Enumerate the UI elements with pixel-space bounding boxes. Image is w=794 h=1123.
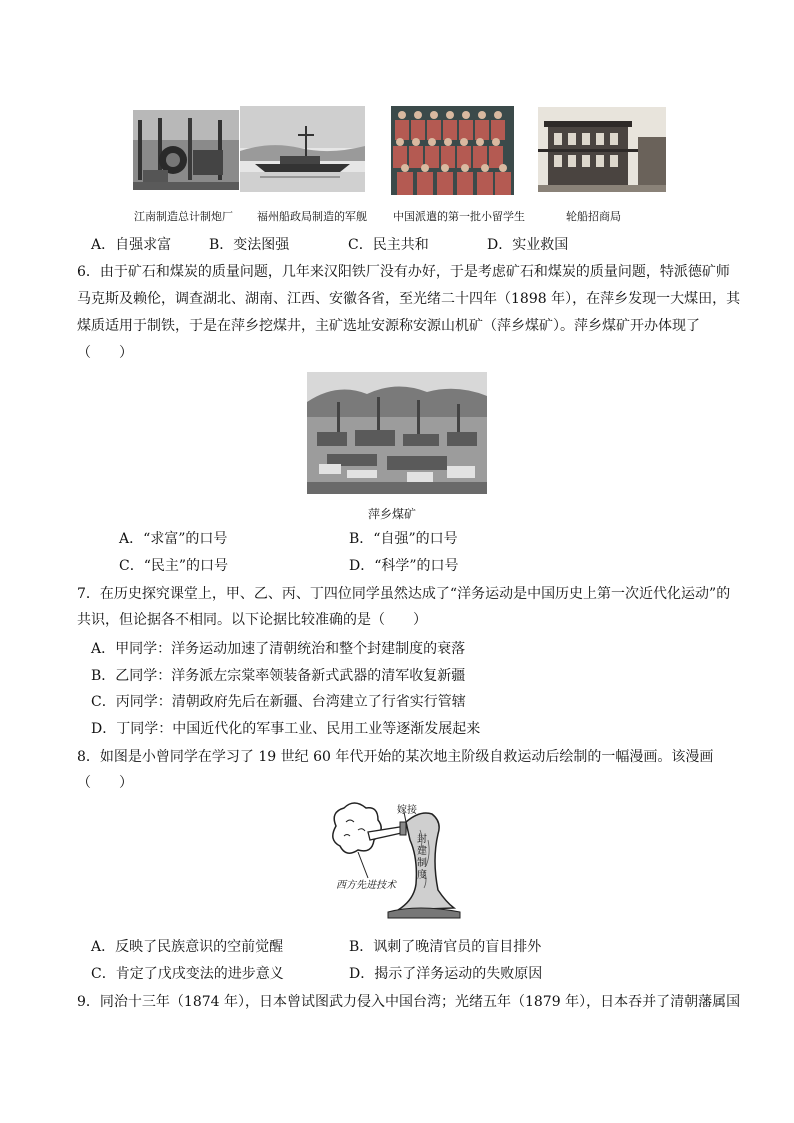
photo-first-students (391, 106, 514, 195)
q8-option-c: C．肯定了戊戌变法的进步意义 (91, 966, 284, 982)
q6-line-4: （ ） (77, 345, 133, 361)
caption-merchants: 轮船招商局 (566, 210, 621, 223)
q6-option-c: C．“民主”的口号 (119, 558, 229, 574)
q8-line-2: （ ） (77, 775, 133, 791)
q6-line-2: 马克斯及赖伦，调查湖北、湖南、江西、安徽各省，至光绪二十四年（1898 年），在萍乡发现一大煤田，其 (77, 291, 741, 307)
photo-fuzhou-warship (240, 106, 365, 192)
cartoon-tree-label: 封建制度 (417, 834, 427, 881)
q7-option-b: B．乙同学：洋务派左宗棠率领装备新式武器的清军收复新疆 (91, 668, 466, 684)
q7-option-d: D．丁同学：中国近代化的军事工业、民用工业等逐渐发展起来 (91, 721, 481, 737)
q5-option-d: D．实业救国 (487, 237, 569, 253)
q6-option-b: B．“自强”的口号 (349, 531, 458, 547)
photo-jiangnan-arsenal (133, 110, 239, 190)
cartoon-graft-label: 嫁接 (397, 805, 417, 816)
q5-option-c: C．民主共和 (348, 237, 429, 253)
photo-pingxiang-mine (307, 372, 487, 494)
caption-students: 中国派遣的第一批小留学生 (393, 210, 525, 223)
q7-option-a: A．甲同学：洋务运动加速了清朝统治和整个封建制度的衰落 (91, 641, 466, 657)
caption-jiangnan: 江南制造总计制炮厂 (134, 210, 233, 223)
q9-line-1: 9．同治十三年（1874 年），日本曾试图武力侵入中国台湾；光绪五年（1879 年），日本吞并了清朝藩属国 (77, 994, 741, 1010)
q8-option-a: A．反映了民族意识的空前觉醒 (91, 939, 284, 955)
caption-pingxiang: 萍乡煤矿 (368, 507, 417, 521)
q7-option-c: C．丙同学：清朝政府先后在新疆、台湾建立了行省实行管辖 (91, 694, 466, 710)
q8-line-1: 8．如图是小曾同学在学习了 19 世纪 60 年代开始的某次地主阶级自救运动后绘制的一幅漫画。该漫画 (77, 749, 714, 765)
q6-option-d: D．“科学”的口号 (349, 558, 459, 574)
q6-line-1: 6．由于矿石和煤炭的质量问题，几年来汉阳铁厂没有办好，于是考虑矿石和煤炭的质量问题，特派德矿师 (77, 264, 730, 280)
q7-line-1: 7．在历史探究课堂上，甲、乙、丙、丁四位同学虽然达成了“洋务运动是中国历史上第一次近代化运动”的 (77, 586, 731, 602)
q6-option-a: A．“求富”的口号 (119, 531, 228, 547)
q8-option-b: B．讽刺了晚清官员的盲目排外 (349, 939, 542, 955)
cartoon-branch-label: 西方先进技术 (336, 880, 396, 891)
q5-option-a: A．自强求富 (91, 237, 172, 253)
grafting-cartoon (328, 800, 462, 922)
q5-option-b: B．变法图强 (209, 237, 290, 253)
q8-option-d: D．揭示了洋务运动的失败原因 (349, 966, 543, 982)
q7-line-2: 共识，但论据各不相同。以下论据比较准确的是（ ） (77, 612, 427, 628)
caption-fuzhou: 福州船政局制造的军舰 (257, 210, 367, 223)
q6-line-3: 煤质适用于制铁，于是在萍乡挖煤井，主矿选址安源称安源山机矿（萍乡煤矿）。萍乡煤矿开办体现了 (77, 318, 700, 334)
photo-merchants-steam (538, 107, 666, 192)
